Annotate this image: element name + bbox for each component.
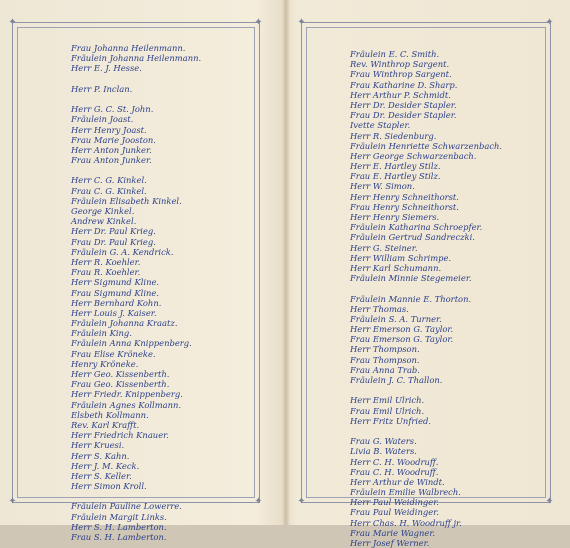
- guest-name: Ivette Stapler.: [350, 120, 411, 131]
- guest-name: Frau Johanna Heilenmann.: [71, 43, 186, 53]
- guest-name: Herr Emerson G. Taylor.: [350, 324, 454, 335]
- list-spacer: [350, 385, 502, 395]
- guest-name: Herr E. J. Hesse.: [71, 63, 142, 74]
- guest-name: Herr Karl Schumann.: [350, 262, 442, 273]
- guest-name: Livia B. Waters.: [350, 446, 417, 457]
- guest-name: Fräulein Elisabeth Kinkel.: [71, 195, 182, 206]
- guest-name: Frau Katharine D. Sharp.: [350, 79, 458, 90]
- list-spacer: [350, 426, 502, 436]
- guest-name: Frau Paul Weidinger.: [350, 507, 439, 518]
- list-spacer: [71, 74, 201, 84]
- guest-name: Fräulein J. C. Thallon.: [350, 375, 443, 385]
- guest-name: Frau Anna Trab.: [350, 364, 420, 375]
- corner-ornament-icon: ✦: [545, 17, 554, 28]
- corner-ornament-icon: ✦: [297, 17, 306, 28]
- guest-name: Frau Henry Schneithorst.: [350, 201, 459, 212]
- guest-name: Rev. Winthrop Sargent.: [350, 59, 450, 70]
- guest-name: Herr Dr. Desider Stapler.: [350, 99, 457, 110]
- guest-name: Herr Geo. Kissenberth.: [71, 369, 170, 379]
- guest-name: Frau G. Waters.: [350, 436, 417, 447]
- guest-name: Herr Louis J. Kaiser.: [71, 307, 157, 318]
- guest-name: Herr R. Siedenburg.: [350, 130, 437, 141]
- guest-name: Herr Arthur de Windt.: [350, 476, 445, 487]
- guest-name: Fräulein E. C. Smith.: [350, 49, 440, 59]
- guest-name: Elsbeth Kollmann.: [71, 409, 149, 420]
- guest-name: Herr Henry Siemers.: [350, 212, 440, 222]
- guest-name: Fräulein King.: [71, 328, 132, 339]
- guest-name: Herr Friedrich Knauer.: [71, 430, 169, 441]
- guest-name: Herr S. Kahn.: [71, 450, 130, 461]
- guest-name: Frau Dr. Paul Krieg.: [71, 236, 156, 247]
- corner-ornament-icon: ✦: [297, 496, 306, 507]
- guest-name: Rev. Karl Krafft.: [71, 419, 140, 430]
- guest-name: Frau Dr. Desider Stapler.: [350, 110, 457, 121]
- corner-ornament-icon: ✦: [254, 496, 263, 507]
- guest-name: Henry Kröneke.: [71, 358, 139, 369]
- guest-name: Herr S. Keller.: [71, 470, 132, 481]
- guest-name: Fräulein Joast.: [71, 114, 134, 125]
- guest-name: Herr G. Steiner.: [350, 242, 418, 253]
- guest-name: Frau Emil Ulrich.: [350, 405, 425, 416]
- guest-name: Herr Friedr. Knippenberg.: [71, 389, 183, 400]
- list-spacer: [71, 94, 201, 104]
- guest-name: Frau C. H. Woodruff.: [350, 466, 439, 477]
- guest-name: George Kinkel.: [71, 206, 135, 216]
- guest-name: Fräulein Gertrud Sandreczki.: [350, 232, 475, 243]
- guest-name: Frau S. H. Lamberton.: [71, 532, 167, 542]
- guest-name: Herr C. H. Woodruff.: [350, 456, 439, 467]
- guest-list-left: [71, 43, 201, 542]
- guest-name: Herr William Schrimpe.: [350, 252, 452, 263]
- guest-name: Herr Simon Kroll.: [71, 481, 147, 492]
- guest-name: Frau Marie Jooston.: [71, 134, 156, 145]
- guest-name: Fräulein G. A. Kendrick.: [71, 246, 174, 257]
- guest-name: Frau Emerson G. Taylor.: [350, 334, 454, 345]
- guest-name: Herr Thomas.: [350, 303, 409, 314]
- corner-ornament-icon: ✦: [254, 17, 263, 28]
- guest-name: Fräulein S. A. Turner.: [350, 313, 442, 324]
- corner-ornament-icon: ✦: [545, 496, 554, 507]
- guest-name: Herr G. C. St. John.: [71, 104, 154, 115]
- guest-name: Frau Marie Wagner.: [350, 527, 436, 538]
- guest-name: Herr Josef Werner.: [350, 538, 430, 548]
- guest-name: Fräulein Johanna Heilenmann.: [71, 53, 202, 64]
- list-spacer: [71, 491, 201, 501]
- guest-name: Frau Geo. Kissenberth.: [71, 379, 170, 390]
- guest-name: Fräulein Agnes Kollmann.: [71, 399, 182, 410]
- list-spacer: [71, 165, 201, 175]
- guest-name: Herr George Schwarzenbach.: [350, 150, 477, 161]
- guest-name: Herr J. M. Keck.: [71, 460, 140, 471]
- guest-name: Fräulein Margit Links.: [71, 511, 167, 522]
- guest-name: Frau C. G. Kinkel.: [71, 185, 147, 196]
- list-spacer: [350, 283, 502, 293]
- guest-name: Herr Anton Junker.: [71, 144, 152, 155]
- guest-name: Fräulein Mannie E. Thorton.: [350, 293, 472, 304]
- guest-name: Frau Thompson.: [350, 354, 420, 365]
- guest-name: Herr E. Hartley Stilz.: [350, 161, 441, 172]
- guest-name: Frau Elise Kröneke.: [71, 348, 156, 359]
- guest-name: Fräulein Johanna Kraatz.: [71, 318, 178, 329]
- guest-name: Frau E. Hartley Stilz.: [350, 171, 441, 182]
- guest-name: Herr Henry Joast.: [71, 124, 147, 135]
- guest-name: Herr Sigmund Kline.: [71, 277, 160, 288]
- guest-name: Herr Dr. Paul Krieg.: [71, 226, 156, 237]
- guest-name: Frau R. Koehler.: [71, 267, 141, 278]
- guest-name: Frau Anton Junker.: [71, 155, 152, 166]
- guest-name: Herr Chas. H. Woodruff jr.: [350, 517, 462, 528]
- guest-name: Herr C. G. Kinkel.: [71, 175, 147, 186]
- guest-name: Herr Henry Schneithorst.: [350, 191, 459, 202]
- guest-name: Fräulein Pauline Lowerre.: [71, 501, 182, 512]
- guest-name: Fräulein Henriette Schwarzenbach.: [350, 140, 503, 151]
- guest-name: Fräulein Anna Knippenberg.: [71, 338, 192, 349]
- guest-name: Fräulein Minnie Stegemeier.: [350, 273, 472, 284]
- guest-name: Herr P. Inclan.: [71, 83, 133, 94]
- guest-name: Andrew Kinkel.: [71, 216, 137, 227]
- guest-name: Fräulein Katharina Schroepfer.: [350, 222, 483, 233]
- left-page: [0, 0, 285, 542]
- guest-name: Frau Winthrop Sargent.: [350, 69, 452, 80]
- guest-name: Herr Bernhard Kohn.: [71, 297, 162, 308]
- guest-name: Herr Arthur P. Schmidt.: [350, 89, 451, 100]
- right-page: [287, 0, 570, 548]
- guest-name: Herr R. Koehler.: [71, 256, 141, 267]
- guest-name: Herr Thompson.: [350, 344, 420, 355]
- guest-name: Frau Sigmund Kline.: [71, 287, 160, 298]
- corner-ornament-icon: ✦: [8, 17, 17, 28]
- guest-name: Herr S. H. Lamberton.: [71, 521, 167, 532]
- guest-name: Herr Kruesi.: [71, 440, 125, 451]
- guest-name: Herr W. Simon.: [350, 181, 415, 192]
- guest-name: Herr Emil Ulrich.: [350, 395, 425, 406]
- guest-list-right: [350, 49, 502, 548]
- guest-name: Herr Fritz Unfried.: [350, 415, 432, 426]
- guest-name: Fräulein Emilie Walbrech.: [350, 487, 461, 498]
- corner-ornament-icon: ✦: [8, 496, 17, 507]
- guest-name: Herr Paul Weidinger.: [350, 497, 439, 508]
